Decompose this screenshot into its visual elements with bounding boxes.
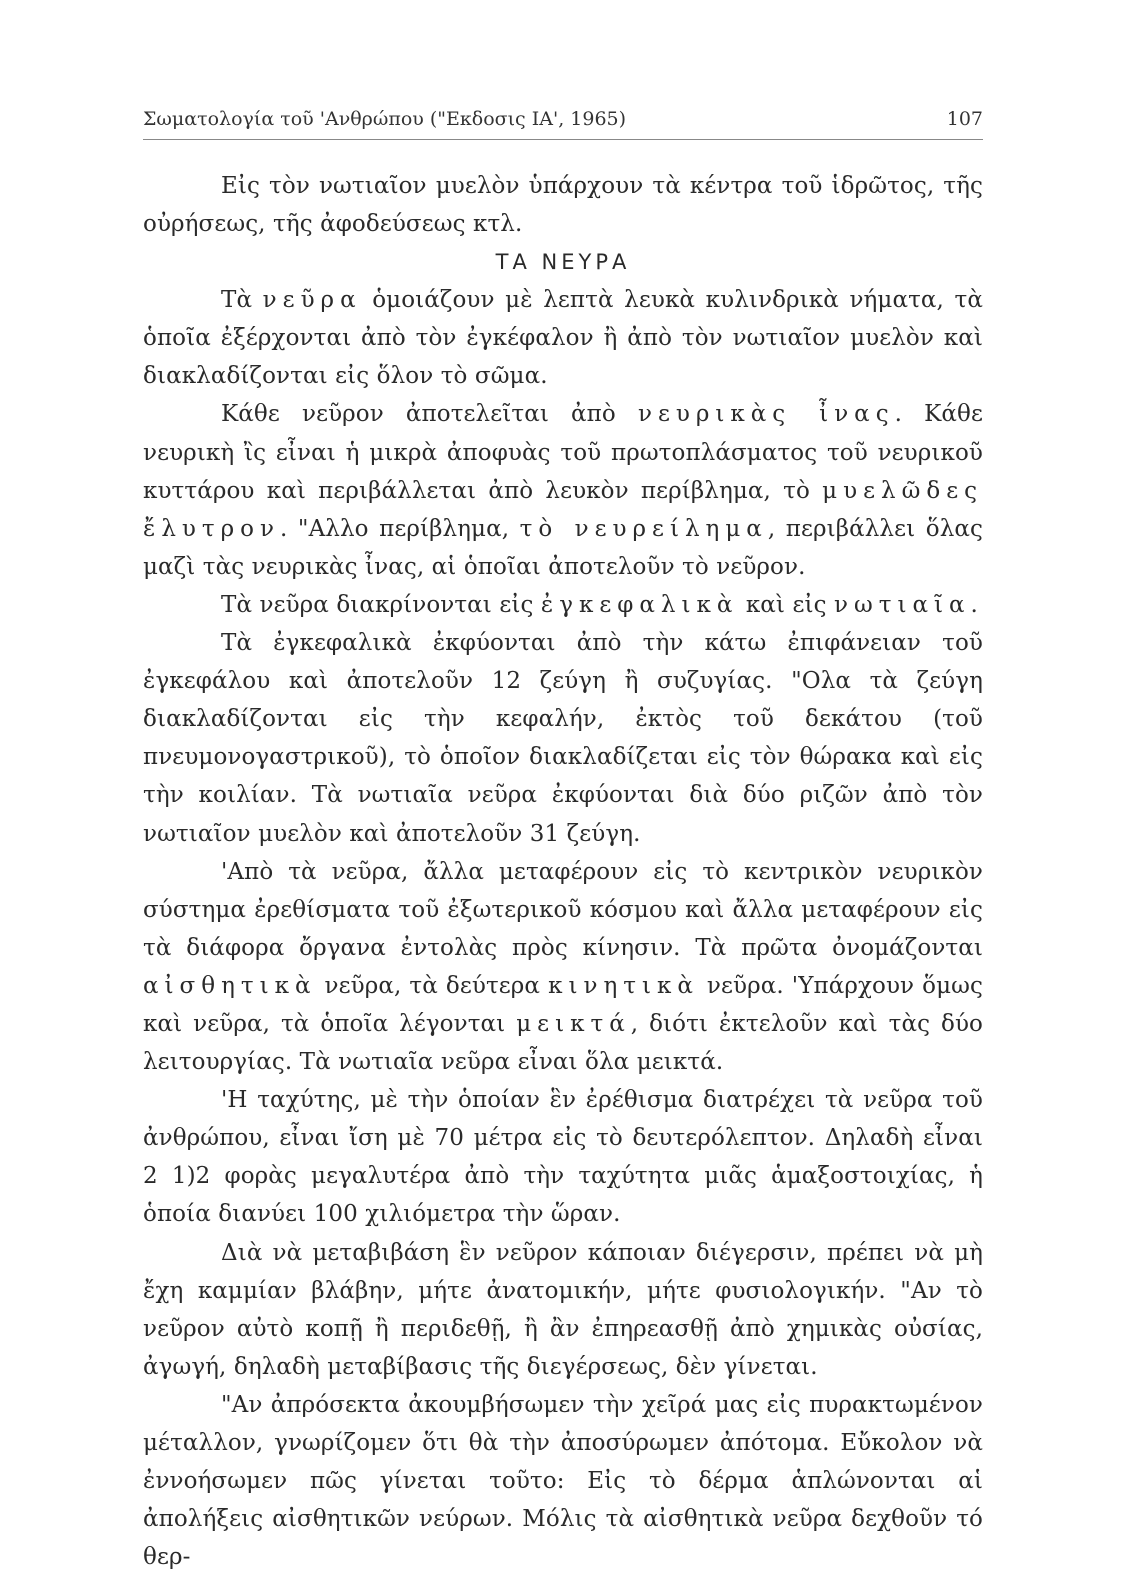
paragraph-4: Τὰ ἐγκεφαλικὰ ἐκφύονται ἀπὸ τὴν κάτω ἐπιφάνειαν τοῦ ἐγκεφάλου καὶ ἀποτελοῦν 12 ζεύγη ἢ συζυγίας. "Ολα τὰ ζεύγη διακλαδίζονται εἰς τὴν κεφαλήν, ἐκτὸς τοῦ δεκάτου (τοῦ πνευμονογαστρικοῦ), τὸ ὁποῖον διακλαδίζεται εἰς τὸν θώρακα καὶ εἰς τὴν κοιλίαν. Τὰ νωτιαῖα νεῦρα ἐκφύονται διὰ δύο ριζῶν ἀπὸ τὸν νωτιαῖον μυελὸν καὶ ἀποτελοῦν 31 ζεύγη. — [143, 630, 983, 847]
section-heading: ΤΑ ΝΕΥΡΑ — [495, 250, 631, 275]
header-title: Σωματολογία τοῦ 'Ανθρώπου ("Εκδοσις ΙΑ', 1965) — [143, 108, 627, 130]
p2-spaced-term-2: μυελῶδες ἔλυτρον — [143, 477, 983, 542]
p3-text-a: Τὰ νεῦρα διακρίνονται εἰς — [221, 591, 541, 618]
p2-text-a: Κάθε νεῦρον ἀποτελεῖται ἀπὸ — [221, 401, 638, 428]
p5-text-a: 'Απὸ τὰ νεῦρα, ἄλλα μεταφέρουν εἰς τὸ κεντρικὸν νευρικὸν σύστημα ἐρεθίσματα τοῦ ἐξωτερικοῦ κόσμου καὶ ἄλλα μεταφέρουν εἰς τὰ διάφορα ὄργανα ἐντολὰς πρὸς κίνησιν. Τὰ πρῶτα ὀνομάζονται — [143, 858, 983, 961]
p5-spaced-term-1: αἰσθητικὰ — [143, 972, 317, 999]
p5-text-e: νεῦρα. 'Υπάρχουν ὅμως καὶ νεῦρα, τὰ ὁποῖα λέγονται — [143, 972, 983, 1037]
paragraph-5 — [143, 853, 983, 1082]
p1-spaced-term: νεῦρα — [262, 287, 362, 314]
paragraph-7: Διὰ νὰ μεταβιβάση ἓν νεῦρον κάποιαν διέγερσιν, πρέπει νὰ μὴ ἔχη καμμίαν βλάβην, μήτε ἀνατομικήν, μήτε φυσιολογικήν. "Αν τὸ νεῦρον αὐτὸ κοπῇ ἢ περιδεθῇ, ἢ ἂν ἐπηρεασθῇ ἀπὸ χημικὰς οὐσίας, ἀγωγή, δηλαδὴ μεταβίβασις τῆς διεγέρσεως, δὲν γίνεται. — [143, 1239, 983, 1380]
paragraph-3 — [143, 586, 983, 624]
paragraph-intro: Εἰς τὸν νωτιαῖον μυελὸν ὑπάρχουν τὰ κέντρα τοῦ ἱδρῶτος, τῆς οὐρήσεως, τῆς ἀφοδεύσεως κτλ. — [143, 173, 983, 238]
p3-text-c: καὶ εἰς — [738, 591, 834, 618]
p1-text-a: Τὰ — [221, 287, 263, 314]
p2-spaced-term-1: νευρικὰς ἶνας — [637, 401, 895, 428]
p3-spaced-term-1: ἐγκεφαλικὰ — [540, 591, 739, 618]
p2-text-g: , περιβάλλει ὅλας μαζὶ τὰς νευρικὰς ἶνας, αἱ ὁποῖαι ἀποτελοῦν τὸ νεῦρον. — [143, 515, 983, 580]
p3-spaced-term-2: νωτιαῖα — [833, 591, 971, 618]
header-rule — [143, 139, 983, 140]
p3-text-e: . — [970, 591, 978, 618]
p5-spaced-term-3: μεικτά — [516, 1010, 631, 1037]
p5-spaced-term-2: κινητικὰ — [548, 972, 699, 999]
p5-text-c: νεῦρα, τὰ δεύτερα — [316, 972, 549, 999]
p2-text-c: . Κάθε νευρικὴ ἲς εἶναι ἡ μικρὰ ἀποφυὰς τοῦ πρωτοπλάσματος τοῦ νευρικοῦ κυττάρου καὶ περιβάλλεται ἀπὸ λευκὸν περίβλημα, τὸ — [143, 401, 984, 504]
running-header — [143, 104, 983, 138]
paragraph-8: "Αν ἀπρόσεκτα ἀκουμβήσωμεν τὴν χεῖρά μας εἰς πυρακτωμένον μέταλλον, γνωρίζομεν ὅτι θὰ τὴν ἀποσύρωμεν ἀπότομα. Εὔκολον νὰ ἐννοήσωμεν πῶς γίνεται τοῦτο: Εἰς τὸ δέρμα ἁπλώνονται αἱ ἀπολήξεις αἰσθητικῶν νεύρων. Μόλις τὰ αἰσθητικὰ νεῦρα δεχθοῦν τό θερ- — [143, 1391, 983, 1571]
paragraph-6: 'Η ταχύτης, μὲ τὴν ὁποίαν ἓν ἐρέθισμα διατρέχει τὰ νεῦρα τοῦ ἀνθρώπου, εἶναι ἴση μὲ 70 μέτρα εἰς τὸ δευτερόλεπτον. Δηλαδὴ εἶναι 2 1)2 φορὰς μεγαλυτέρα ἀπὸ τὴν ταχύτητα μιᾶς ἁμαξοστοιχίας, ἡ ὁποία διανύει 100 χιλιόμετρα τὴν ὥραν. — [143, 1087, 983, 1228]
paragraph-1 — [143, 281, 983, 395]
p5-text-g: , διότι ἐκτελοῦν καὶ τὰς δύο λειτουργίας. Τὰ νωτιαῖα νεῦρα εἶναι ὅλα μεικτά. — [143, 1010, 983, 1076]
p1-text-c: ὁμοιάζουν μὲ λεπτὰ λευκὰ κυλινδρικὰ νήματα, τὰ ὁποῖα ἐξέρχονται ἀπὸ τὸν ἐγκέφαλον ἢ ἀπὸ τὸν νωτιαῖον μυελὸν καὶ διακλαδίζονται εἰς ὅλον τὸ σῶμα. — [143, 287, 983, 390]
page-number: 107 — [946, 108, 983, 130]
p2-spaced-term-3: τὸ νευρείλημα — [519, 515, 768, 542]
page-body — [143, 167, 983, 1576]
paragraph-2 — [143, 395, 983, 585]
p2-text-e: . "Αλλο περίβλημα, — [279, 515, 520, 542]
